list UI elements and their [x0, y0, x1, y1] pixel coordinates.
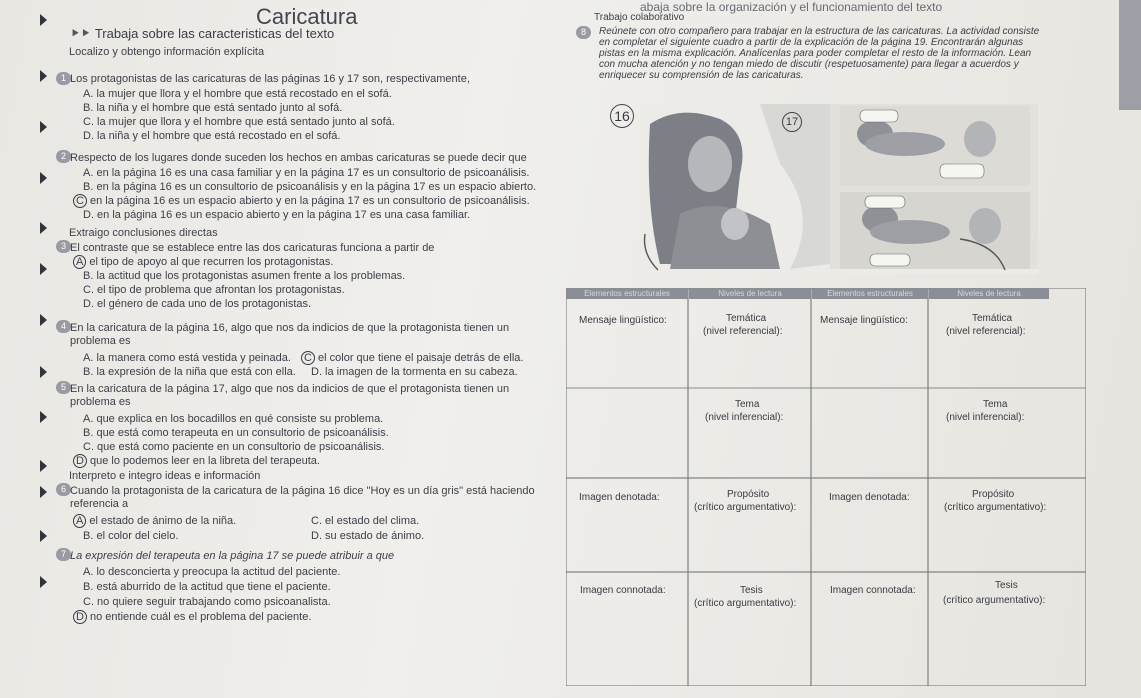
bullet-triangle	[40, 366, 47, 378]
question-4-line2: problema es	[70, 335, 131, 347]
bullet-triangle	[40, 121, 47, 133]
q4-option-a[interactable]: A. la manera como está vestida y peinada.	[83, 352, 291, 364]
side-tab	[1119, 0, 1141, 110]
question-6-line1: Cuando la protagonista de la caricatura de la página 16 dice "Hoy es un día gris" está haciendo	[70, 485, 535, 497]
table-header-structure: Elementos estructurales	[566, 288, 688, 299]
cell-tesis-1-sub: (crítico argumentativo):	[694, 598, 797, 609]
comic-panel-17	[830, 104, 1038, 269]
question-5-line2: problema es	[70, 396, 131, 408]
q5-option-c[interactable]: C. que está como paciente en un consultorio de psicoanálisis.	[83, 441, 385, 453]
marked-answer: D	[73, 610, 87, 624]
bullet-triangle	[40, 314, 47, 326]
question-7: La expresión del terapeuta en la página 17 se puede atribuir a que	[70, 550, 395, 562]
structure-table	[566, 288, 1086, 686]
page-number-16: 16	[610, 104, 634, 128]
double-arrow-icon: ⯈⯈	[70, 26, 91, 41]
q4-option-c[interactable]	[304, 352, 523, 364]
cell-tema-1: Tema	[735, 399, 760, 410]
question-4-line1: En la caricatura de la página 16, algo que nos da indicios de que la protagonista tienen un	[70, 322, 510, 334]
q6-option-d[interactable]: D. su estado de ánimo.	[311, 530, 425, 542]
cell-tesis-2-sub: (crítico argumentativo):	[943, 595, 1046, 606]
q1-option-b[interactable]: B. la niña y el hombre que está sentado junto al sofá.	[83, 102, 343, 114]
cell-tema-1-sub: (nivel inferencial):	[705, 412, 784, 423]
cell-tema-2: Tema	[983, 399, 1008, 410]
q6-option-a[interactable]	[76, 515, 236, 527]
comic-illustration	[640, 104, 1038, 274]
cell-imagen-denotada-2: Imagen denotada:	[829, 492, 910, 503]
question-number: 3	[56, 240, 71, 253]
marked-answer: D	[73, 454, 87, 468]
question-number: 5	[56, 381, 71, 394]
bullet-triangle	[40, 263, 47, 275]
cell-proposito-1: Propósito	[727, 489, 770, 500]
top-band-heading: abaja sobre la organización y el funcionamiento del texto	[640, 0, 943, 14]
question-number: 4	[56, 320, 71, 333]
q1-option-d[interactable]: D. la niña y el hombre que está recostado en el sofá.	[83, 130, 341, 142]
q4-option-c-text: el color que tiene el paisaje detrás de ella.	[318, 352, 524, 364]
marked-answer: C	[73, 194, 87, 208]
bullet-triangle	[40, 14, 47, 26]
cell-mensaje-1: Mensaje lingüístico:	[579, 315, 667, 326]
q6-option-a-text: el estado de ánimo de la niña.	[89, 515, 237, 527]
page-number-17: 17	[782, 112, 802, 132]
bullet-triangle	[40, 530, 47, 542]
question-number: 8	[576, 26, 591, 39]
question-1: Los protagonistas de las caricaturas de las páginas 16 y 17 son, respectivamente,	[70, 73, 470, 85]
q5-option-a[interactable]: A. que explica en los bocadillos en qué consiste su problema.	[83, 413, 384, 425]
q5-option-d-text: que lo podemos leer en la libreta del terapeuta.	[90, 455, 320, 467]
section-title-text: Trabaja sobre las caracteristicas del texto	[94, 26, 335, 41]
table-header-levels-2: Niveles de lectura	[929, 288, 1049, 299]
marked-answer: A	[73, 255, 86, 269]
bullet-triangle	[40, 411, 47, 423]
cell-proposito-2: Propósito	[972, 489, 1015, 500]
q2-option-c-text: en la página 16 es un espacio abierto y en la página 17 es un consultorio de psicoanálisis.	[90, 195, 530, 207]
q3-option-c[interactable]: C. el tipo de problema que afrontan los protagonistas.	[83, 284, 345, 296]
bullet-triangle	[40, 460, 47, 472]
q2-option-b[interactable]: B. en la página 16 es un consultorio de psicoanálisis y en la página 17 es un espacio abierto.	[83, 181, 537, 193]
q3-option-d[interactable]: D. el género de cada uno de los protagonistas.	[83, 298, 312, 310]
q7-option-b[interactable]: B. está aburrido de la actitud que tiene el paciente.	[83, 581, 331, 593]
q1-option-c[interactable]: C. la mujer que llora y el hombre que está sentado junto al sofá.	[83, 116, 395, 128]
q5-option-d[interactable]	[76, 455, 320, 467]
cell-proposito-1-sub: (crítico argumentativo):	[694, 502, 797, 513]
question-5-line1: En la caricatura de la página 17, algo que nos da indicios de que el protagonista tienen un	[70, 383, 510, 395]
marked-answer: C	[301, 351, 315, 365]
question-3: El contraste que se establece entre las dos caricaturas funciona a partir de	[70, 242, 435, 254]
cell-tematica-1: Temática	[726, 313, 767, 324]
cell-tematica-1-sub: (nivel referencial):	[703, 326, 783, 337]
cell-imagen-connotada-1: Imagen connotada:	[580, 585, 666, 596]
question-6-line2: referencia a	[70, 498, 129, 510]
q3-option-a[interactable]	[76, 256, 333, 268]
q4-option-b[interactable]: B. la expresión de la niña que está con ella.	[83, 366, 296, 378]
subhead-conclusions: Extraigo conclusiones directas	[69, 227, 218, 239]
question-number: 7	[56, 548, 71, 561]
q7-option-d[interactable]	[76, 611, 311, 623]
page-title: Caricatura	[256, 4, 358, 29]
cell-tematica-2-sub: (nivel referencial):	[946, 326, 1026, 337]
question-number: 6	[56, 483, 71, 496]
question-2: Respecto de los lugares donde suceden los hechos en ambas caricaturas se puede decir que	[70, 152, 527, 164]
cell-tesis-1: Tesis	[740, 585, 763, 596]
bullet-triangle	[40, 576, 47, 588]
collab-title: Trabajo colaborativo	[594, 12, 685, 23]
q2-option-c[interactable]	[76, 195, 530, 207]
q2-option-d[interactable]: D. en la página 16 es un espacio abierto y en la página 17 es una casa familiar.	[83, 209, 471, 221]
cell-imagen-connotada-2: Imagen connotada:	[830, 585, 916, 596]
cell-tematica-2: Temática	[972, 313, 1013, 324]
cell-mensaje-2: Mensaje lingüístico:	[820, 315, 908, 326]
q5-option-b[interactable]: B. que está como terapeuta en un consultorio de psicoanálisis.	[83, 427, 389, 439]
question-number: 2	[56, 150, 71, 163]
section-title	[70, 26, 334, 42]
q7-option-c[interactable]: C. no quiere seguir trabajando como psicoanalista.	[83, 596, 331, 608]
cell-proposito-2-sub: (crítico argumentativo):	[944, 502, 1047, 513]
q7-option-d-text: no entiende cuál es el problema del paciente.	[90, 611, 312, 623]
bullet-triangle	[40, 486, 47, 498]
q6-option-c[interactable]: C. el estado del clima.	[311, 515, 420, 527]
bullet-triangle	[40, 70, 47, 82]
q3-option-a-text: el tipo de apoyo al que recurren los protagonistas.	[89, 256, 334, 268]
question-number: 1	[56, 72, 71, 85]
collab-instructions: Reúnete con otro compañero para trabajar en la estructura de las caricaturas. La actividad consiste en completar el siguiente cuadro a partir de la explicación de la página 19. Encontrarán algunas pistas en la misma explicación. Analícenlas para poder completar el resto de la información. Lean con mucha atención y no tengan miedo de discutir (respetuosamente) para llegar a acuerdos y enriquecer su comprensión de las caricaturas.	[599, 26, 1040, 81]
subhead-interpret: Interpreto e integro ideas e información	[69, 470, 261, 482]
bullet-triangle	[40, 172, 47, 184]
q1-option-a[interactable]: A. la mujer que llora y el hombre que está recostado en el sofá.	[83, 88, 392, 100]
q3-option-b[interactable]: B. la actitud que los protagonistas asumen frente a los problemas.	[83, 270, 406, 282]
subhead-explicit: Localizo y obtengo información explícita	[69, 46, 265, 58]
q6-option-b[interactable]: B. el color del cielo.	[83, 530, 179, 542]
marked-answer: A	[73, 514, 86, 528]
q7-option-a[interactable]: A. lo desconcierta y preocupa la actitud del paciente.	[83, 566, 341, 578]
table-header-levels: Niveles de lectura	[689, 288, 811, 299]
cell-imagen-denotada-1: Imagen denotada:	[579, 492, 660, 503]
cell-tema-2-sub: (nivel inferencial):	[946, 412, 1025, 423]
table-header-structure-2: Elementos estructurales	[812, 288, 928, 299]
bullet-triangle	[40, 222, 47, 234]
q4-option-d[interactable]: D. la imagen de la tormenta en su cabeza.	[311, 366, 518, 378]
q2-option-a[interactable]: A. en la página 16 es una casa familiar y en la página 17 es un consultorio de psicoanálisis.	[83, 167, 530, 179]
cell-tesis-2: Tesis	[995, 580, 1018, 591]
